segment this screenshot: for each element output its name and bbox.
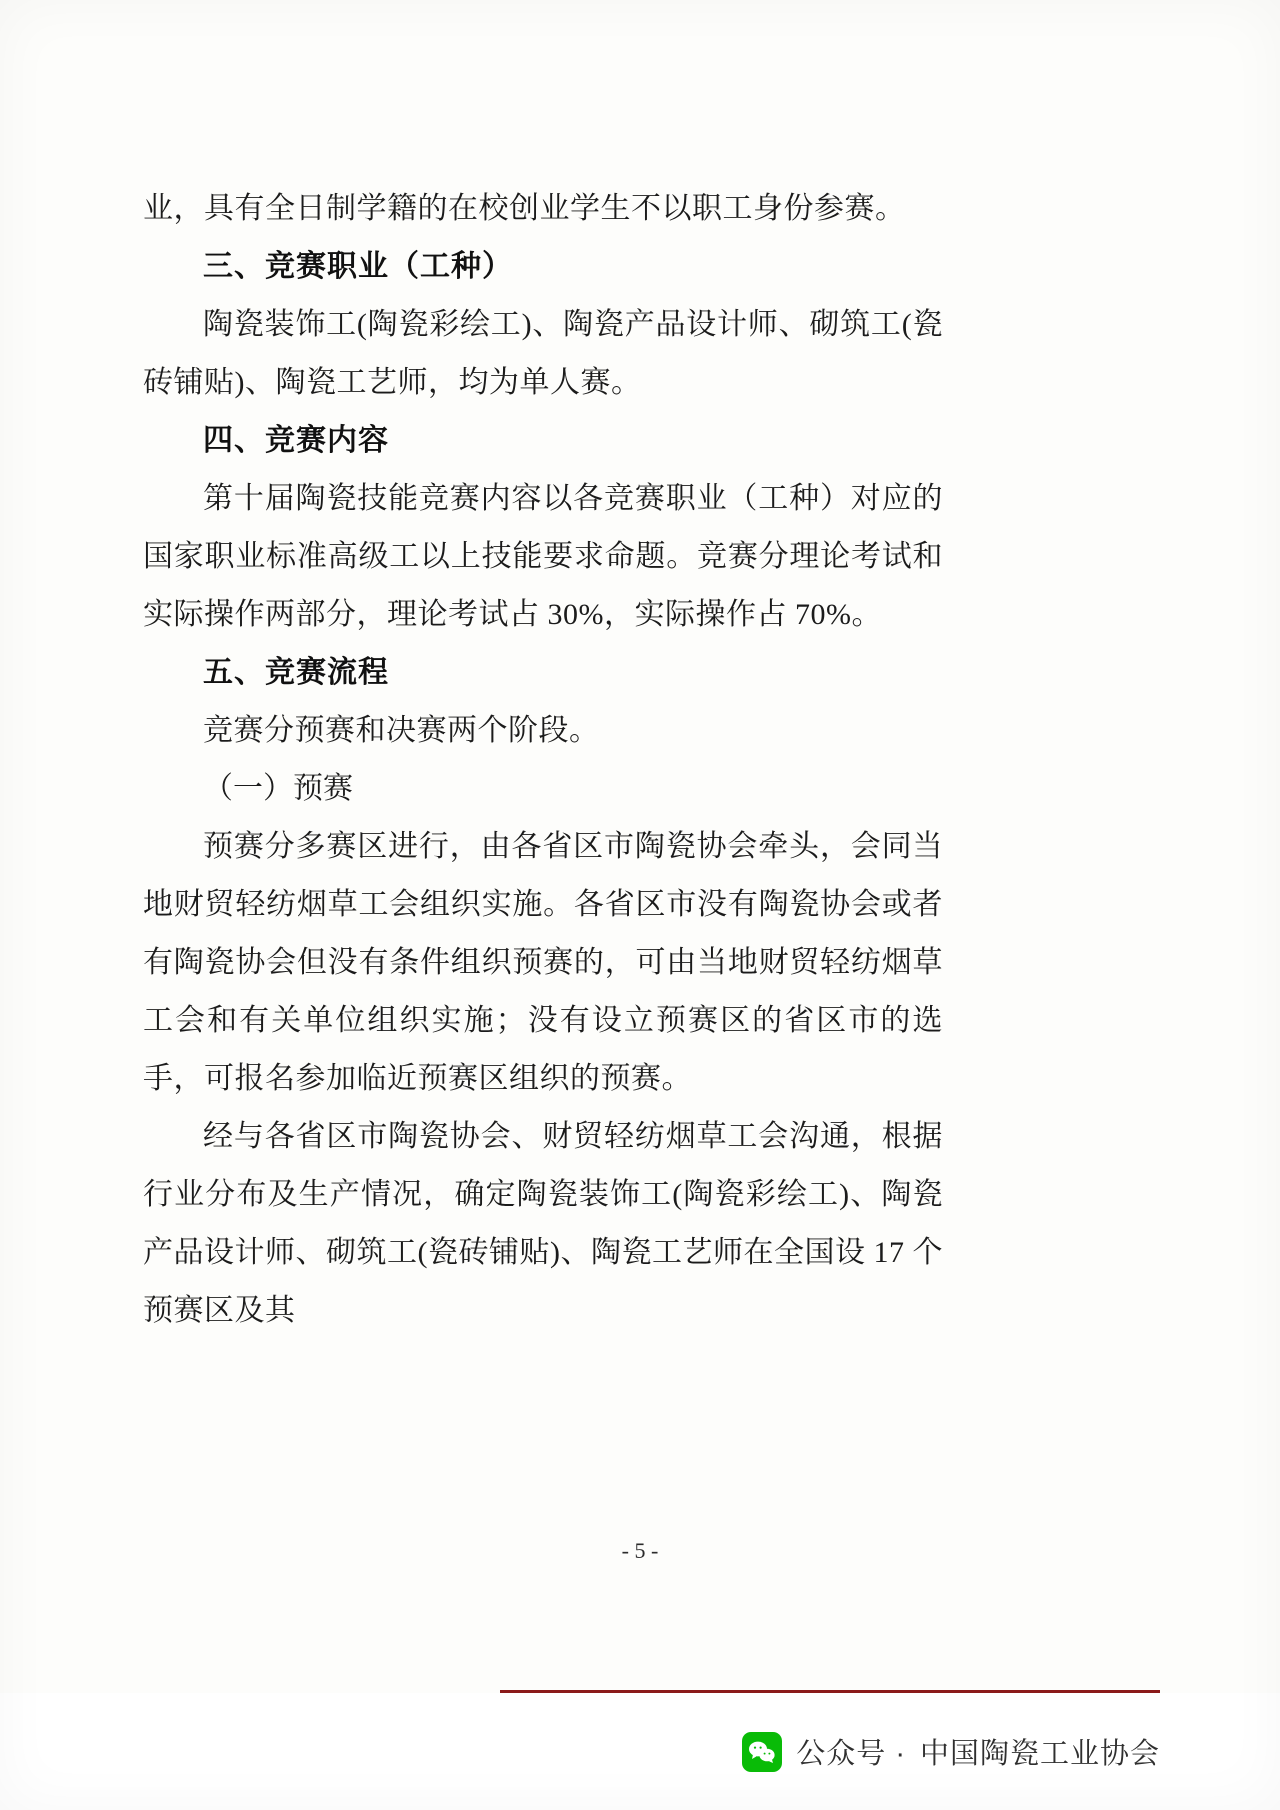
footer-account-name: 中国陶瓷工业协会 [919,1738,1160,1770]
section-heading-four: 四、竞赛内容 [203,424,389,457]
paragraph-preliminary-organization: 预赛分多赛区进行，由各省区市陶瓷协会牵头，会同当地财贸轻纺烟草工会组织实施。各省区市没有陶瓷协会或者有陶瓷协会但没有条件组织预赛的，可由当地财贸轻纺烟草工会和有关单位组织实施；没有设立预赛区的省区市的选手，可报名参加临近预赛区组织的预赛。 [143,830,943,1095]
wechat-icon [742,1732,782,1772]
paragraph-continuation: 业，具有全日制学籍的在校创业学生不以职工身份参赛。 [143,192,906,225]
document-body [143,180,943,1340]
footer-bar [0,1693,1280,1810]
page-number: - 5 - [621,1538,659,1563]
paragraph-preliminary-zones: 经与各省区市陶瓷协会、财贸轻纺烟草工会沟通，根据行业分布及生产情况，确定陶瓷装饰工(陶瓷彩绘工)、陶瓷产品设计师、砌筑工(瓷砖铺贴)、陶瓷工艺师在全国设 17 个预赛区及其 [143,1120,943,1327]
paragraph-process-overview: 竞赛分预赛和决赛两个阶段。 [203,714,600,747]
section-heading-three: 三、竞赛职业（工种） [203,250,513,283]
wechat-badge [742,1731,1160,1772]
paragraph-competition-content: 第十届陶瓷技能竞赛内容以各竞赛职业（工种）对应的国家职业标准高级工以上技能要求命题。竞赛分理论考试和实际操作两部分，理论考试占 30%，实际操作占 70%。 [143,482,943,631]
paragraph-competition-occupations: 陶瓷装饰工(陶瓷彩绘工)、陶瓷产品设计师、砌筑工(瓷砖铺贴)、陶瓷工艺师，均为单人赛。 [143,308,943,399]
section-heading-five: 五、竞赛流程 [203,656,389,689]
subsection-heading-preliminary: （一）预赛 [203,772,353,805]
footer-prefix: 公众号 · [796,1738,906,1770]
